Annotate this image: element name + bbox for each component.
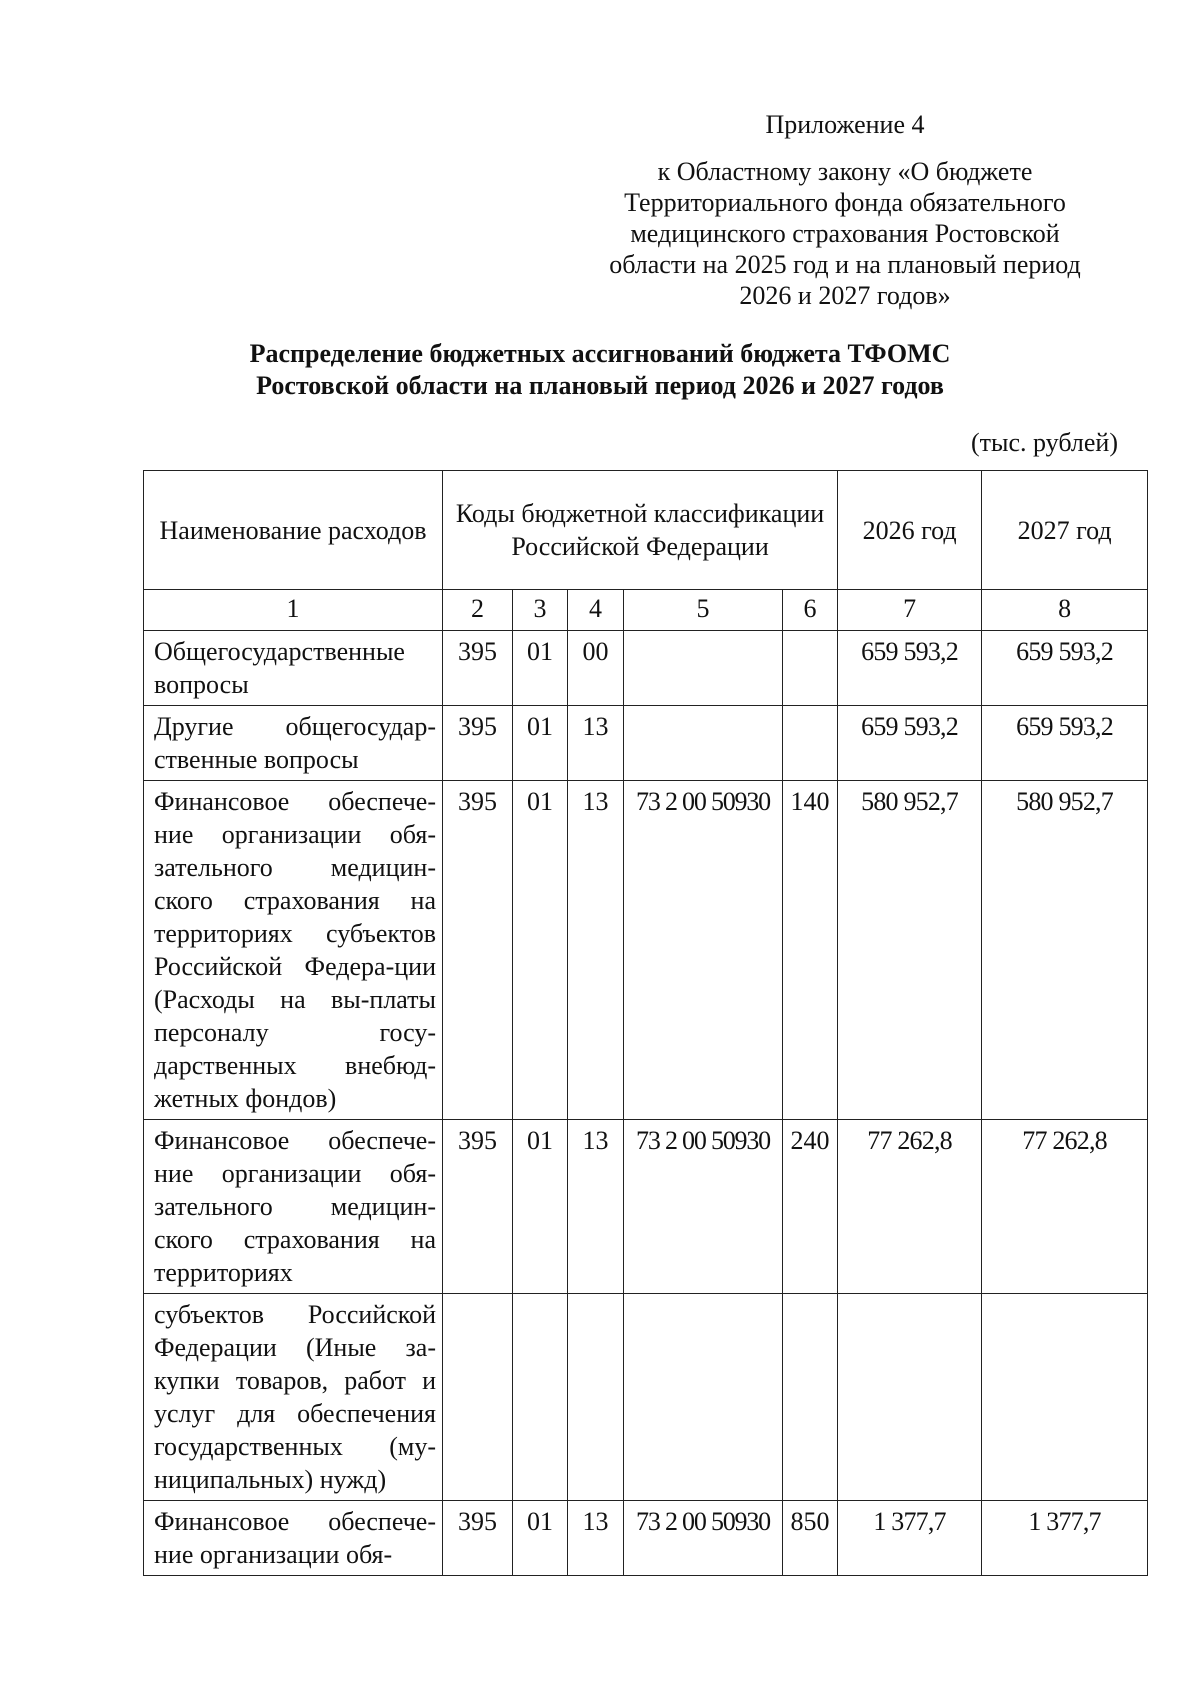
column-number: 6 xyxy=(783,590,838,631)
row-name: Общегосударственные вопросы xyxy=(144,631,443,706)
code-expense-type xyxy=(783,631,838,706)
code-target: 73 2 00 50930 xyxy=(624,1501,783,1576)
code-expense-type xyxy=(783,1294,838,1501)
code-section: 01 xyxy=(513,1120,568,1294)
amount-2026: 77 262,8 xyxy=(838,1120,982,1294)
amount-2026: 659 593,2 xyxy=(838,631,982,706)
code-subsection xyxy=(568,1294,624,1501)
table-row xyxy=(144,1501,1148,1576)
code-subsection: 00 xyxy=(568,631,624,706)
row-name: Другие общегосудар-ственные вопросы xyxy=(144,706,443,781)
column-number: 1 xyxy=(144,590,443,631)
column-number: 8 xyxy=(982,590,1148,631)
row-name: Финансовое обеспече-ние организации обя-зательного медицин-ского страхования на территориях xyxy=(144,1120,443,1294)
table-row xyxy=(144,631,1148,706)
table-row xyxy=(144,1294,1148,1501)
units-label: (тыс. рублей) xyxy=(970,428,1118,457)
code-admin: 395 xyxy=(443,781,513,1120)
header-2027: 2027 год xyxy=(982,471,1148,590)
amount-2027: 1 377,7 xyxy=(982,1501,1148,1576)
code-expense-type: 240 xyxy=(783,1120,838,1294)
code-target xyxy=(624,631,783,706)
table-row xyxy=(144,781,1148,1120)
code-section xyxy=(513,1294,568,1501)
amount-2027: 77 262,8 xyxy=(982,1120,1148,1294)
code-admin: 395 xyxy=(443,706,513,781)
row-name: субъектов Российской Федерации (Иные за-купки товаров, работ и услуг для обеспечения государственных (му-ниципальных) нужд) xyxy=(144,1294,443,1501)
column-number: 2 xyxy=(443,590,513,631)
column-number: 7 xyxy=(838,590,982,631)
amount-2026: 1 377,7 xyxy=(838,1501,982,1576)
column-number: 4 xyxy=(568,590,624,631)
title-line-1: Распределение бюджетных ассигнований бюджета ТФОМС xyxy=(249,339,951,368)
amount-2027: 659 593,2 xyxy=(982,631,1148,706)
code-section: 01 xyxy=(513,1501,568,1576)
table-row xyxy=(144,1120,1148,1294)
code-target xyxy=(624,706,783,781)
code-section: 01 xyxy=(513,631,568,706)
code-subsection: 13 xyxy=(568,1120,624,1294)
row-name: Финансовое обеспече-ние организации обя-зательного медицин-ского страхования на территориях субъектов Российской Федера-ции (Расходы на вы-платы персоналу госу-дарственных внебюд-жетных фондов) xyxy=(144,781,443,1120)
table-row xyxy=(144,706,1148,781)
amount-2026: 659 593,2 xyxy=(838,706,982,781)
code-subsection: 13 xyxy=(568,1501,624,1576)
amount-2026: 580 952,7 xyxy=(838,781,982,1120)
code-subsection: 13 xyxy=(568,706,624,781)
column-number: 3 xyxy=(513,590,568,631)
amount-2027: 659 593,2 xyxy=(982,706,1148,781)
title-line-2: Ростовской области на плановый период 2026 и 2027 годов xyxy=(256,371,944,400)
code-admin xyxy=(443,1294,513,1501)
amount-2027: 580 952,7 xyxy=(982,781,1148,1120)
column-numbers-row xyxy=(144,590,1148,631)
header-codes: Коды бюджетной классификации Российской Федерации xyxy=(443,471,838,590)
header-name: Наименование расходов xyxy=(144,471,443,590)
code-target: 73 2 00 50930 xyxy=(624,1120,783,1294)
header-2026: 2026 год xyxy=(838,471,982,590)
appendix-number: Приложение 4 xyxy=(765,110,925,139)
amount-2027 xyxy=(982,1294,1148,1501)
code-target: 73 2 00 50930 xyxy=(624,781,783,1120)
table-header-row xyxy=(144,471,1148,590)
code-expense-type: 140 xyxy=(783,781,838,1120)
code-section: 01 xyxy=(513,781,568,1120)
code-target xyxy=(624,1294,783,1501)
code-expense-type xyxy=(783,706,838,781)
code-admin: 395 xyxy=(443,1120,513,1294)
document-title xyxy=(180,338,1020,402)
budget-table xyxy=(143,470,1148,1576)
code-section: 01 xyxy=(513,706,568,781)
code-admin: 395 xyxy=(443,631,513,706)
appendix-law-reference: к Областному закону «О бюджете Территориального фонда обязательного медицинского страхования Ростовской области на 2025 год и на плановый период 2026 и 2027 годов» xyxy=(609,157,1081,310)
code-expense-type: 850 xyxy=(783,1501,838,1576)
amount-2026 xyxy=(838,1294,982,1501)
column-number: 5 xyxy=(624,590,783,631)
code-subsection: 13 xyxy=(568,781,624,1120)
code-admin: 395 xyxy=(443,1501,513,1576)
row-name: Финансовое обеспече-ние организации обя- xyxy=(144,1501,443,1576)
